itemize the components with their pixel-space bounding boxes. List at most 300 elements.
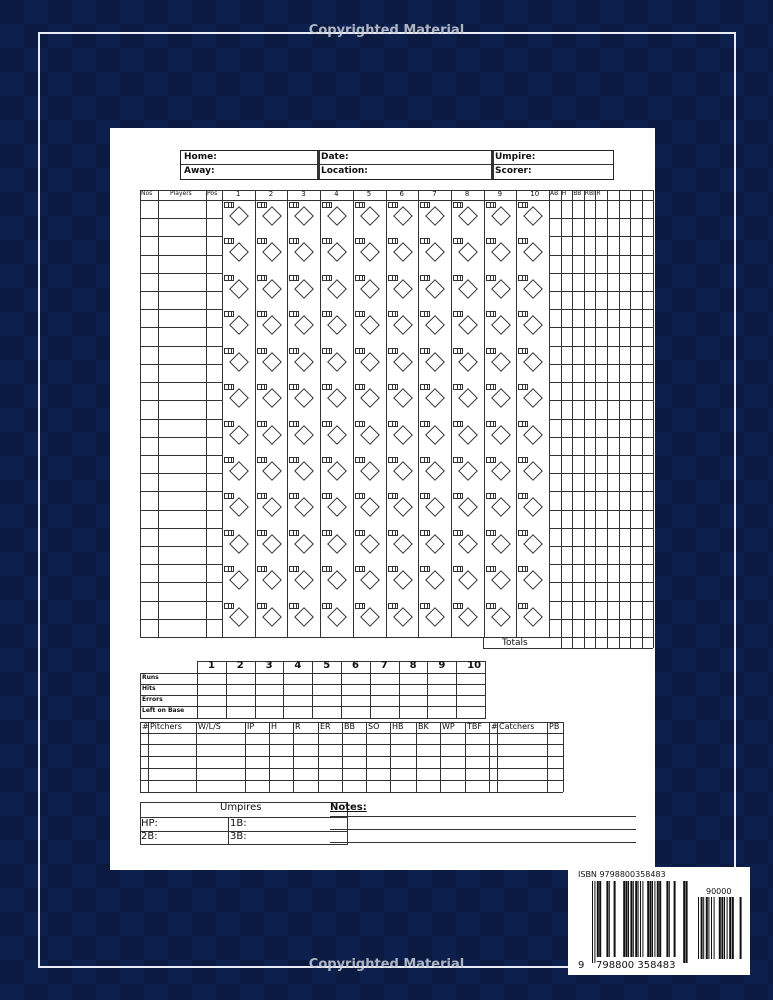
diamond-icon[interactable] bbox=[523, 279, 543, 299]
diamond-icon[interactable] bbox=[425, 206, 445, 226]
grid-line bbox=[399, 661, 400, 718]
count-boxes-icon bbox=[224, 275, 234, 281]
diamond-icon[interactable] bbox=[360, 534, 380, 554]
grid-line bbox=[140, 190, 141, 637]
grid-line bbox=[140, 695, 486, 696]
diamond-icon[interactable] bbox=[294, 352, 314, 372]
scorer-field[interactable]: Scorer: bbox=[495, 166, 532, 176]
diamond-icon[interactable] bbox=[360, 352, 380, 372]
grid-line bbox=[607, 637, 608, 648]
diamond-icon[interactable] bbox=[229, 206, 249, 226]
count-boxes-icon bbox=[355, 348, 365, 354]
stat-header: BB bbox=[573, 190, 582, 197]
diamond-icon[interactable] bbox=[360, 425, 380, 445]
stat-header: AB bbox=[550, 190, 559, 197]
diamond-icon[interactable] bbox=[294, 534, 314, 554]
diamond-icon[interactable] bbox=[491, 388, 511, 408]
grid-line bbox=[549, 564, 653, 565]
diamond-icon[interactable] bbox=[523, 315, 543, 335]
diamond-icon[interactable] bbox=[360, 461, 380, 481]
grid-line bbox=[140, 684, 486, 685]
count-boxes-icon bbox=[388, 348, 398, 354]
count-boxes-icon bbox=[518, 311, 528, 317]
diamond-icon[interactable] bbox=[458, 570, 478, 590]
inning-header: 9 bbox=[497, 190, 503, 198]
grid-line bbox=[549, 491, 653, 492]
inning-header: 8 bbox=[464, 190, 470, 198]
diamond-icon[interactable] bbox=[360, 607, 380, 627]
diamond-icon[interactable] bbox=[523, 425, 543, 445]
grid-line bbox=[341, 661, 342, 718]
linescore-row-label: Runs bbox=[142, 674, 159, 681]
diamond-icon[interactable] bbox=[294, 497, 314, 517]
count-boxes-icon bbox=[453, 238, 463, 244]
diamond-icon[interactable] bbox=[327, 425, 347, 445]
grid-line bbox=[140, 473, 222, 474]
diamond-icon[interactable] bbox=[262, 243, 282, 263]
pitching-header: BK bbox=[418, 722, 429, 731]
count-boxes-icon bbox=[322, 311, 332, 317]
diamond-icon[interactable] bbox=[294, 388, 314, 408]
linescore-inning: 2 bbox=[236, 660, 244, 671]
watermark-top: Copyrighted Material bbox=[308, 23, 465, 38]
count-boxes-icon bbox=[518, 457, 528, 463]
count-boxes-icon bbox=[322, 348, 332, 354]
diamond-icon[interactable] bbox=[360, 497, 380, 517]
grid-line bbox=[140, 733, 563, 734]
grid-line bbox=[549, 419, 653, 420]
diamond-icon[interactable] bbox=[327, 206, 347, 226]
count-boxes-icon bbox=[289, 530, 299, 536]
diamond-icon[interactable] bbox=[491, 534, 511, 554]
inning-header: 6 bbox=[399, 190, 404, 198]
count-boxes-icon bbox=[518, 566, 528, 572]
count-boxes-icon bbox=[257, 421, 267, 427]
grid-line bbox=[255, 190, 256, 637]
grid-line bbox=[226, 661, 227, 718]
third-base-field: 3B: bbox=[230, 831, 247, 842]
grid-line bbox=[549, 200, 653, 201]
diamond-icon[interactable] bbox=[393, 315, 413, 335]
grid-line bbox=[456, 661, 457, 718]
diamond-icon[interactable] bbox=[229, 243, 249, 263]
diamond-icon[interactable] bbox=[393, 388, 413, 408]
grid-line bbox=[451, 190, 452, 637]
diamond-icon[interactable] bbox=[294, 279, 314, 299]
diamond-icon[interactable] bbox=[229, 352, 249, 372]
diamond-icon[interactable] bbox=[229, 497, 249, 517]
diamond-icon[interactable] bbox=[262, 497, 282, 517]
diamond-icon[interactable] bbox=[393, 425, 413, 445]
diamond-icon[interactable] bbox=[262, 570, 282, 590]
grid-line bbox=[642, 637, 643, 648]
diamond-icon[interactable] bbox=[425, 315, 445, 335]
grid-line bbox=[549, 546, 653, 547]
grid-line bbox=[549, 619, 653, 620]
grid-line bbox=[140, 291, 222, 292]
pitching-header: Pitchers bbox=[150, 722, 182, 731]
linescore-inning: 5 bbox=[323, 660, 331, 671]
diamond-icon[interactable] bbox=[523, 352, 543, 372]
diamond-icon[interactable] bbox=[491, 352, 511, 372]
diamond-icon[interactable] bbox=[458, 425, 478, 445]
diamond-icon[interactable] bbox=[458, 497, 478, 517]
grid-line bbox=[549, 510, 653, 511]
count-boxes-icon bbox=[388, 384, 398, 390]
grid-line bbox=[595, 190, 596, 637]
diamond-icon[interactable] bbox=[327, 279, 347, 299]
pitching-header: Catchers bbox=[499, 722, 535, 731]
diamond-icon[interactable] bbox=[458, 607, 478, 627]
inning-header: 2 bbox=[268, 190, 274, 198]
stat-header: H bbox=[561, 190, 567, 197]
grid-line bbox=[140, 792, 563, 793]
diamond-icon[interactable] bbox=[393, 352, 413, 372]
umpires-title: Umpires bbox=[220, 802, 262, 813]
count-boxes-icon bbox=[453, 603, 463, 609]
count-boxes-icon bbox=[355, 603, 365, 609]
count-boxes-icon bbox=[486, 311, 496, 317]
grid-line bbox=[370, 661, 371, 718]
umpire-field[interactable]: Umpire: bbox=[495, 152, 536, 162]
count-boxes-icon bbox=[224, 530, 234, 536]
diamond-icon[interactable] bbox=[425, 607, 445, 627]
count-boxes-icon bbox=[322, 275, 332, 281]
linescore-inning: 8 bbox=[409, 660, 417, 671]
grid-line bbox=[140, 780, 563, 781]
count-boxes-icon bbox=[420, 202, 430, 208]
linescore-inning: 10 bbox=[467, 660, 482, 671]
inning-header: 5 bbox=[366, 190, 372, 198]
grid-line bbox=[140, 673, 486, 674]
count-boxes-icon bbox=[322, 566, 332, 572]
diamond-icon[interactable] bbox=[491, 497, 511, 517]
diamond-icon[interactable] bbox=[491, 279, 511, 299]
grid-line bbox=[549, 601, 653, 602]
linescore-row-label: Hits bbox=[142, 685, 156, 692]
diamond-icon[interactable] bbox=[458, 388, 478, 408]
diamond-icon[interactable] bbox=[393, 497, 413, 517]
count-boxes-icon bbox=[388, 457, 398, 463]
count-boxes-icon bbox=[257, 238, 267, 244]
diamond-icon[interactable] bbox=[393, 243, 413, 263]
count-boxes-icon bbox=[257, 457, 267, 463]
linescore-inning: 4 bbox=[294, 660, 302, 671]
diamond-icon[interactable] bbox=[523, 461, 543, 481]
diamond-icon[interactable] bbox=[327, 497, 347, 517]
location-field[interactable]: Location: bbox=[321, 166, 368, 176]
diamond-icon[interactable] bbox=[425, 461, 445, 481]
count-boxes-icon bbox=[289, 493, 299, 499]
count-boxes-icon bbox=[518, 493, 528, 499]
count-boxes-icon bbox=[453, 202, 463, 208]
pitching-header: PB bbox=[549, 722, 560, 731]
grid-line bbox=[197, 661, 198, 718]
diamond-icon[interactable] bbox=[523, 243, 543, 263]
diamond-icon[interactable] bbox=[458, 352, 478, 372]
grid-line bbox=[549, 382, 653, 383]
diamond-icon[interactable] bbox=[229, 461, 249, 481]
diamond-icon[interactable] bbox=[327, 570, 347, 590]
count-boxes-icon bbox=[257, 202, 267, 208]
pitching-header: TBF bbox=[467, 722, 482, 731]
grid-line bbox=[572, 637, 573, 648]
count-boxes-icon bbox=[224, 566, 234, 572]
diamond-icon[interactable] bbox=[294, 570, 314, 590]
diamond-icon[interactable] bbox=[229, 607, 249, 627]
grid-line bbox=[140, 564, 222, 565]
grid-line bbox=[386, 190, 387, 637]
count-boxes-icon bbox=[322, 493, 332, 499]
grid-line bbox=[140, 844, 348, 845]
diamond-icon[interactable] bbox=[425, 352, 445, 372]
grid-line bbox=[584, 637, 585, 648]
diamond-icon[interactable] bbox=[229, 279, 249, 299]
pitching-header: IP bbox=[247, 722, 255, 731]
grid-line bbox=[140, 364, 222, 365]
count-boxes-icon bbox=[486, 566, 496, 572]
diamond-icon[interactable] bbox=[327, 534, 347, 554]
grid-line bbox=[549, 364, 653, 365]
diamond-icon[interactable] bbox=[294, 243, 314, 263]
date-field[interactable]: Date: bbox=[321, 152, 349, 162]
count-boxes-icon bbox=[355, 202, 365, 208]
grid-line bbox=[140, 309, 222, 310]
diamond-icon[interactable] bbox=[262, 388, 282, 408]
count-boxes-icon bbox=[453, 566, 463, 572]
inning-header: 7 bbox=[432, 190, 437, 198]
count-boxes-icon bbox=[289, 275, 299, 281]
grid-line bbox=[140, 637, 653, 638]
count-boxes-icon bbox=[388, 603, 398, 609]
diamond-icon[interactable] bbox=[229, 534, 249, 554]
diamond-icon[interactable] bbox=[523, 607, 543, 627]
grid-line bbox=[427, 661, 428, 718]
count-boxes-icon bbox=[289, 311, 299, 317]
diamond-icon[interactable] bbox=[523, 497, 543, 517]
count-boxes-icon bbox=[420, 493, 430, 499]
grid-line bbox=[549, 255, 653, 256]
diamond-icon[interactable] bbox=[229, 315, 249, 335]
diamond-icon[interactable] bbox=[327, 243, 347, 263]
diamond-icon[interactable] bbox=[425, 243, 445, 263]
diamond-icon[interactable] bbox=[294, 461, 314, 481]
count-boxes-icon bbox=[486, 384, 496, 390]
count-boxes-icon bbox=[355, 384, 365, 390]
pitching-header: BB bbox=[344, 722, 355, 731]
pitching-header: W/L/S bbox=[198, 722, 221, 731]
count-boxes-icon bbox=[322, 421, 332, 427]
diamond-icon[interactable] bbox=[491, 425, 511, 445]
pitching-header: # bbox=[142, 722, 149, 731]
pitching-header: HB bbox=[392, 722, 404, 731]
count-boxes-icon bbox=[486, 457, 496, 463]
count-boxes-icon bbox=[453, 421, 463, 427]
linescore-inning: 3 bbox=[265, 660, 273, 671]
notes-line bbox=[330, 842, 636, 843]
count-boxes-icon bbox=[486, 603, 496, 609]
grid-line bbox=[549, 291, 653, 292]
grid-line bbox=[549, 273, 653, 274]
pitching-header: ER bbox=[320, 722, 331, 731]
barcode-digit-left: 9 bbox=[578, 960, 585, 971]
diamond-icon[interactable] bbox=[425, 425, 445, 445]
count-boxes-icon bbox=[453, 530, 463, 536]
count-boxes-icon bbox=[224, 493, 234, 499]
diamond-icon[interactable] bbox=[294, 425, 314, 445]
diamond-icon[interactable] bbox=[523, 206, 543, 226]
count-boxes-icon bbox=[355, 530, 365, 536]
count-boxes-icon bbox=[289, 457, 299, 463]
pitching-header: SO bbox=[368, 722, 380, 731]
count-boxes-icon bbox=[224, 457, 234, 463]
diamond-icon[interactable] bbox=[262, 206, 282, 226]
grid-line bbox=[561, 190, 562, 637]
diamond-icon[interactable] bbox=[393, 206, 413, 226]
diamond-icon[interactable] bbox=[229, 570, 249, 590]
count-boxes-icon bbox=[486, 238, 496, 244]
diamond-icon[interactable] bbox=[393, 534, 413, 554]
grid-line bbox=[140, 455, 222, 456]
diamond-icon[interactable] bbox=[262, 461, 282, 481]
diamond-icon[interactable] bbox=[458, 315, 478, 335]
diamond-icon[interactable] bbox=[491, 206, 511, 226]
diamond-icon[interactable] bbox=[393, 461, 413, 481]
count-boxes-icon bbox=[355, 421, 365, 427]
grid-line bbox=[549, 473, 653, 474]
count-boxes-icon bbox=[224, 311, 234, 317]
second-base-field: 2B: bbox=[141, 831, 158, 842]
grid-line bbox=[607, 190, 608, 637]
diamond-icon[interactable] bbox=[393, 570, 413, 590]
diamond-icon[interactable] bbox=[262, 315, 282, 335]
diamond-icon[interactable] bbox=[327, 461, 347, 481]
diamond-icon[interactable] bbox=[360, 243, 380, 263]
grid-line bbox=[572, 190, 573, 637]
diamond-icon[interactable] bbox=[360, 315, 380, 335]
price-code: 90000 bbox=[706, 887, 732, 896]
scoresheet-page bbox=[110, 128, 655, 870]
count-boxes-icon bbox=[420, 566, 430, 572]
home-field[interactable]: Home: bbox=[184, 152, 217, 162]
count-boxes-icon bbox=[355, 275, 365, 281]
diamond-icon[interactable] bbox=[327, 315, 347, 335]
diamond-icon[interactable] bbox=[458, 534, 478, 554]
diamond-icon[interactable] bbox=[458, 461, 478, 481]
count-boxes-icon bbox=[388, 202, 398, 208]
diamond-icon[interactable] bbox=[491, 461, 511, 481]
diamond-icon[interactable] bbox=[262, 534, 282, 554]
diamond-icon[interactable] bbox=[294, 315, 314, 335]
count-boxes-icon bbox=[322, 238, 332, 244]
diamond-icon[interactable] bbox=[425, 570, 445, 590]
first-base-field: 1B: bbox=[230, 818, 247, 829]
diamond-icon[interactable] bbox=[262, 352, 282, 372]
diamond-icon[interactable] bbox=[327, 352, 347, 372]
diamond-icon[interactable] bbox=[262, 279, 282, 299]
diamond-icon[interactable] bbox=[523, 388, 543, 408]
count-boxes-icon bbox=[388, 238, 398, 244]
count-boxes-icon bbox=[453, 275, 463, 281]
diamond-icon[interactable] bbox=[425, 388, 445, 408]
grid-line bbox=[140, 756, 563, 757]
diamond-icon[interactable] bbox=[458, 243, 478, 263]
grid-line bbox=[140, 706, 486, 707]
count-boxes-icon bbox=[420, 530, 430, 536]
diamond-icon[interactable] bbox=[425, 279, 445, 299]
grid-line bbox=[140, 346, 222, 347]
grid-line bbox=[140, 601, 222, 602]
diamond-icon[interactable] bbox=[360, 279, 380, 299]
grid-line bbox=[642, 190, 643, 637]
grid-line bbox=[140, 718, 486, 719]
count-boxes-icon bbox=[224, 384, 234, 390]
grid-line bbox=[561, 637, 562, 648]
col-header-nos: Nos bbox=[141, 190, 153, 197]
count-boxes-icon bbox=[257, 603, 267, 609]
count-boxes-icon bbox=[224, 421, 234, 427]
scoring-grid bbox=[110, 128, 655, 870]
diamond-icon[interactable] bbox=[229, 388, 249, 408]
linescore-inning: 9 bbox=[438, 660, 446, 671]
grid-line bbox=[287, 190, 288, 637]
diamond-icon[interactable] bbox=[523, 534, 543, 554]
diamond-icon[interactable] bbox=[360, 206, 380, 226]
grid-line bbox=[595, 637, 596, 648]
count-boxes-icon bbox=[453, 493, 463, 499]
count-boxes-icon bbox=[518, 530, 528, 536]
diamond-icon[interactable] bbox=[229, 425, 249, 445]
diamond-icon[interactable] bbox=[327, 388, 347, 408]
diamond-icon[interactable] bbox=[425, 497, 445, 517]
away-field[interactable]: Away: bbox=[184, 166, 215, 176]
diamond-icon[interactable] bbox=[491, 570, 511, 590]
diamond-icon[interactable] bbox=[360, 388, 380, 408]
diamond-icon[interactable] bbox=[425, 534, 445, 554]
inning-header: 4 bbox=[334, 190, 339, 198]
grid-line bbox=[549, 218, 653, 219]
diamond-icon[interactable] bbox=[458, 279, 478, 299]
count-boxes-icon bbox=[388, 493, 398, 499]
diamond-icon[interactable] bbox=[393, 279, 413, 299]
diamond-icon[interactable] bbox=[294, 607, 314, 627]
count-boxes-icon bbox=[322, 457, 332, 463]
grid-line bbox=[158, 190, 159, 637]
grid-line bbox=[630, 637, 631, 648]
diamond-icon[interactable] bbox=[491, 607, 511, 627]
diamond-icon[interactable] bbox=[262, 607, 282, 627]
diamond-icon[interactable] bbox=[523, 570, 543, 590]
diamond-icon[interactable] bbox=[458, 206, 478, 226]
count-boxes-icon bbox=[289, 603, 299, 609]
diamond-icon[interactable] bbox=[360, 570, 380, 590]
stat-header: RBI bbox=[584, 190, 595, 197]
diamond-icon[interactable] bbox=[491, 315, 511, 335]
diamond-icon[interactable] bbox=[491, 243, 511, 263]
hp-field: HP: bbox=[141, 818, 158, 829]
linescore-inning: 7 bbox=[380, 660, 388, 671]
diamond-icon[interactable] bbox=[327, 607, 347, 627]
diamond-icon[interactable] bbox=[393, 607, 413, 627]
count-boxes-icon bbox=[420, 384, 430, 390]
count-boxes-icon bbox=[257, 493, 267, 499]
grid-line bbox=[206, 190, 207, 637]
isbn-label: ISBN 9798800358483 bbox=[578, 870, 666, 879]
grid-line bbox=[140, 273, 222, 274]
notes-line bbox=[330, 816, 636, 817]
diamond-icon[interactable] bbox=[262, 425, 282, 445]
diamond-icon[interactable] bbox=[294, 206, 314, 226]
